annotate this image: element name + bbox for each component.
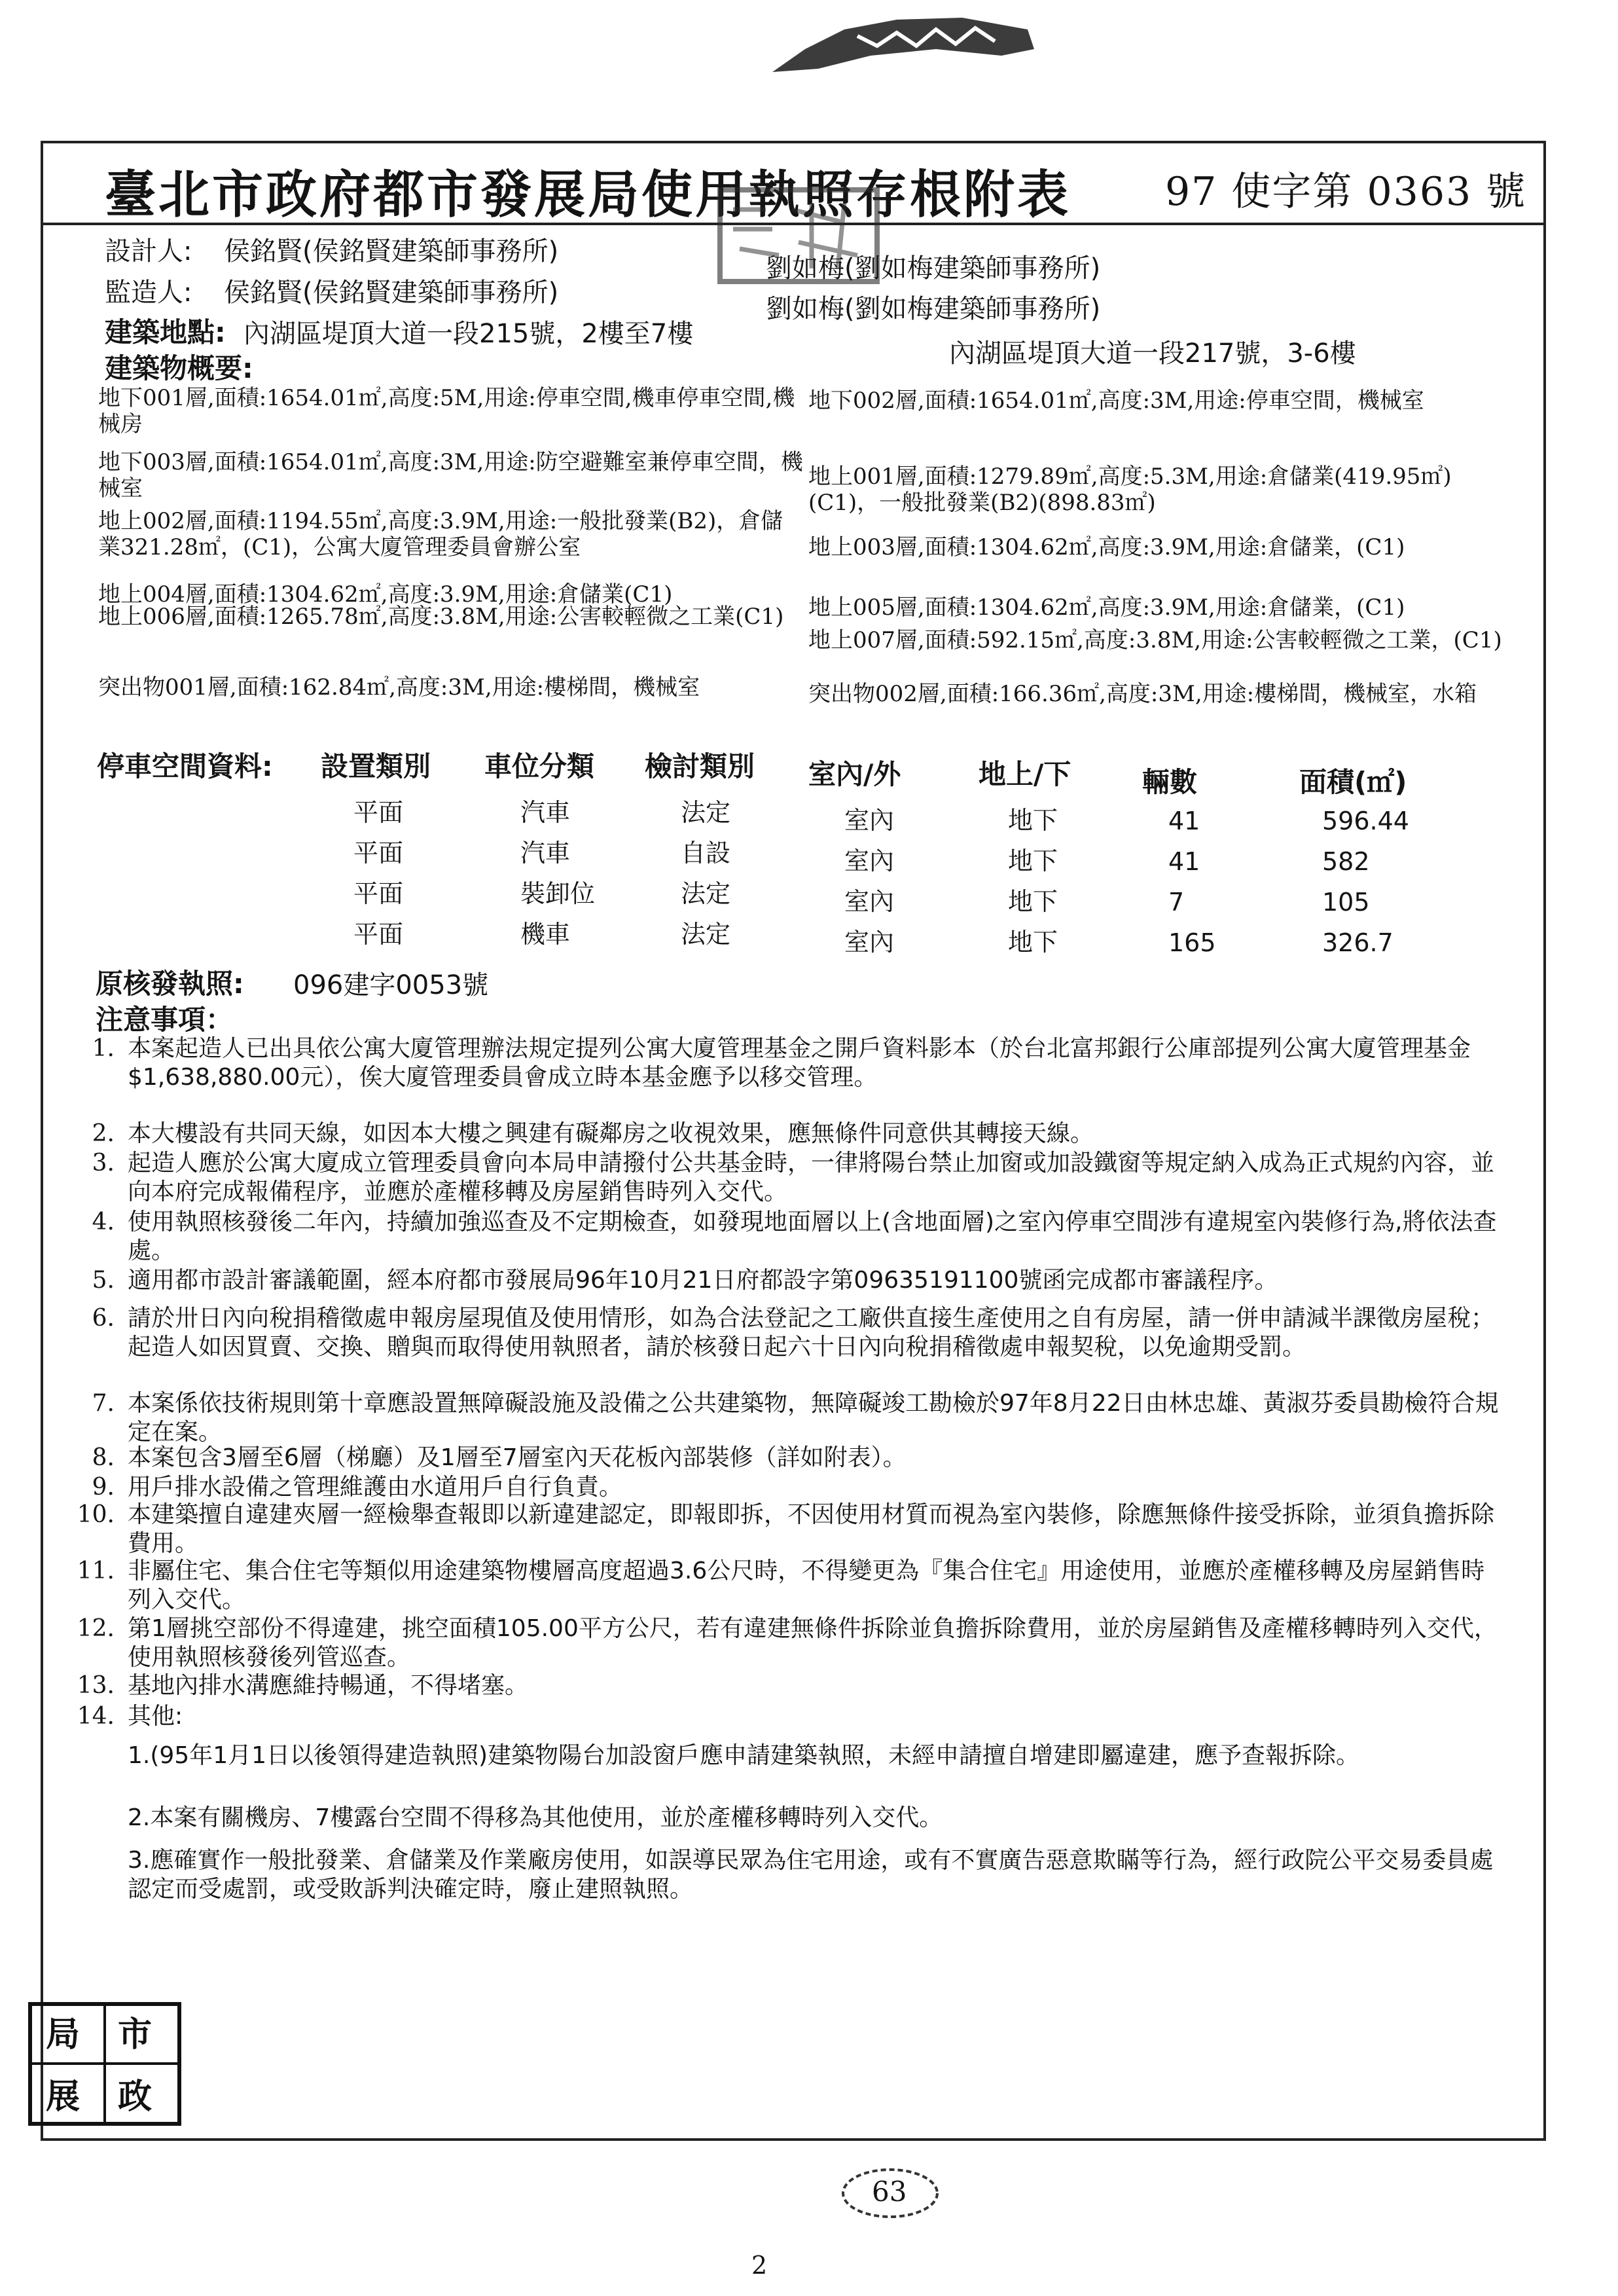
note-text: 本建築擅自違建夾層一經檢舉查報即以新違建認定，即報即拆，不因使用材質而視為室內裝修，除應無條件接受拆除，並須負擔拆除費用。 (128, 1501, 1495, 1557)
parking-cell: 平面 (353, 879, 404, 908)
parking-header-count: 輛數 (1142, 766, 1198, 798)
note-sub-item: 2.本案有關機房、7樓露台空間不得移為其他使用，並於產權移轉時列入交代。 (128, 1804, 943, 1831)
left-official-seal (26, 2000, 183, 2128)
notes-label: 注意事項： (96, 1004, 234, 1036)
parking-header-inout: 室內/外 (808, 758, 901, 790)
document-title: 臺北市政府都市發展局使用執照存根附表 (105, 165, 1071, 225)
note-text: 請於卅日內向稅捐稽徵處申報房屋現值及使用情形，如為合法登記之工廠供直接生產使用之自有房屋，請一併申請減半課徵房屋稅；起造人如因買賣、交換、贈與而取得使用執照者，請於核發日起六十日內向稅捐稽徵處申報契稅，以免逾期受罰。 (128, 1305, 1495, 1360)
parking-cell: 平面 (353, 798, 404, 827)
parking-header-review: 檢討類別 (645, 750, 755, 782)
note-text: 用戶排水設備之管理維護由水道用戶自行負責。 (128, 1474, 623, 1501)
stamp-fragment-graphic (766, 10, 1041, 82)
top-stamp-fragment (766, 10, 1041, 82)
overview-label: 建築物概要: (105, 352, 253, 384)
parking-cell: 室內 (844, 806, 895, 835)
note-text: 其他: (128, 1703, 183, 1730)
note-number: 11. (77, 1558, 115, 1584)
note-number: 1. (92, 1035, 115, 1062)
note-number: 6. (92, 1305, 115, 1332)
note-text: 本大樓設有共同天線，如因本大樓之興建有礙鄰房之收視效果，應無條件同意供其轉接天線。 (128, 1120, 1094, 1147)
designer-1: 侯銘賢(侯銘賢建築師事務所) (224, 236, 559, 266)
parking-header-level: 地上/下 (979, 758, 1071, 790)
svg-text:展: 展 (46, 2077, 81, 2117)
supervisor-2: 劉如梅(劉如梅建築師事務所) (766, 294, 1101, 324)
supervisor-label: 監造人: (105, 278, 192, 308)
parking-cell: 165 (1168, 928, 1216, 957)
floor-left-4: 地上004層,面積:1304.62㎡,高度:3.9M,用途:倉儲業(C1) (98, 581, 673, 608)
parking-cell: 326.7 (1322, 928, 1393, 957)
parking-cell: 7 (1168, 888, 1185, 917)
parking-cell: 汽車 (520, 839, 571, 867)
parking-header-class: 車位分類 (484, 750, 595, 782)
parking-cell: 596.44 (1322, 807, 1409, 835)
parking-cell: 平面 (353, 839, 404, 867)
parking-cell: 105 (1322, 888, 1370, 917)
svg-text:局: 局 (46, 2014, 81, 2054)
parking-header-type: 設置類別 (321, 750, 431, 782)
note-number: 13. (77, 1672, 115, 1699)
note-sub-item: 1.(95年1月1日以後領得建造執照)建築物陽台加設窗戶應申請建築執照，未經申請擅自增建即屬違建，應予查報拆除。 (128, 1742, 1360, 1769)
floor-right-1: 地下002層,面積:1654.01㎡,高度:3M,用途:停車空間，機械室 (808, 388, 1424, 414)
parking-cell: 室內 (844, 887, 895, 916)
floor-right-6: 突出物002層,面積:166.36㎡,高度:3M,用途:樓梯間，機械室，水箱 (808, 681, 1477, 707)
page-number: 2 (751, 2251, 768, 2280)
parking-cell: 裝卸位 (520, 879, 596, 908)
original-permit-value: 096建字0053號 (293, 970, 489, 1000)
parking-cell: 地下 (1008, 806, 1058, 835)
designer-2: 劉如梅(劉如梅建築師事務所) (766, 253, 1101, 283)
parking-cell: 地下 (1008, 887, 1058, 916)
permit-number: 97 使字第 0363 號 (1165, 169, 1527, 215)
floor-left-5: 地上006層,面積:1265.78㎡,高度:3.8M,用途:公害較輕微之工業(C1) (98, 604, 784, 630)
note-text: 非屬住宅、集合住宅等類似用途建築物樓層高度超過3.6公尺時，不得變更為『集合住宅』用途使用，並應於產權移轉及房屋銷售時列入交代。 (128, 1558, 1485, 1613)
floor-left-3: 地上002層,面積:1194.55㎡,高度:3.9M,用途:一般批發業(B2)，倉儲業321.28㎡，(C1)，公寓大廈管理委員會辦公室 (98, 508, 783, 560)
parking-cell: 室內 (844, 928, 895, 957)
parking-cell: 地下 (1008, 847, 1058, 875)
floor-left-1: 地下001層,面積:1654.01㎡,高度:5M,用途:停車空間,機車停車空間,機械房 (98, 385, 795, 437)
parking-cell: 法定 (681, 879, 731, 908)
site-label: 建築地點: (105, 316, 226, 348)
site-address-2: 內湖區堤頂大道一段217號，3-6樓 (949, 338, 1356, 369)
parking-cell: 41 (1168, 847, 1200, 876)
original-permit-label: 原核發執照: (96, 968, 244, 1000)
page-mark-text: 63 (872, 2176, 907, 2208)
parking-cell: 自設 (681, 839, 731, 867)
parking-cell: 機車 (520, 920, 571, 949)
parking-cell: 室內 (844, 847, 895, 875)
note-text: 起造人應於公寓大廈成立管理委員會向本局申請撥付公共基金時，一律將陽台禁止加窗或加設鐵窗等規定納入成為正式規約內容，並向本府完成報備程序，並應於產權移轉及房屋銷售時列入交代。 (128, 1150, 1495, 1205)
parking-cell: 法定 (681, 920, 731, 949)
bottom-page-stamp (838, 2164, 943, 2223)
svg-text:政: 政 (118, 2077, 153, 2117)
parking-label: 停車空間資料: (97, 750, 273, 782)
floor-right-2: 地上001層,面積:1279.89㎡,高度:5.3M,用途:倉儲業(419.95㎡)(C1)，一般批發業(B2)(898.83㎡) (808, 464, 1452, 516)
note-number: 8. (92, 1444, 115, 1471)
note-text: 基地內排水溝應維持暢通，不得堵塞。 (128, 1672, 529, 1699)
parking-cell: 41 (1168, 807, 1200, 835)
parking-cell: 法定 (681, 798, 731, 827)
left-seal-graphic (26, 2000, 183, 2128)
note-number: 4. (92, 1209, 115, 1235)
note-number: 14. (77, 1703, 115, 1730)
note-number: 2. (92, 1120, 115, 1147)
note-number: 7. (92, 1390, 115, 1417)
note-number: 10. (77, 1501, 115, 1528)
note-text: 本案起造人已出具依公寓大廈管理辦法規定提列公寓大廈管理基金之開戶資料影本（於台北富邦銀行公庫部提列公寓大廈管理基金$1,638,880.00元），俟大廈管理委員會成立時本基金應予以移交管理。 (128, 1035, 1471, 1091)
floor-left-6: 突出物001層,面積:162.84㎡,高度:3M,用途:樓梯間，機械室 (98, 674, 700, 701)
site-address-1: 內湖區堤頂大道一段215號，2樓至7樓 (243, 319, 694, 349)
note-sub-item: 3.應確實作一般批發業、倉儲業及作業廠房使用，如誤導民眾為住宅用途，或有不實廣告惡意欺瞞等行為，經行政院公平交易委員處認定而受處罰，或受敗訴判決確定時，廢止建照執照。 (128, 1847, 1494, 1903)
floor-right-3: 地上003層,面積:1304.62㎡,高度:3.9M,用途:倉儲業，(C1) (808, 534, 1405, 560)
parking-header-area: 面積(㎡) (1299, 766, 1407, 798)
floor-right-5: 地上007層,面積:592.15㎡,高度:3.8M,用途:公害較輕微之工業，(C1) (808, 627, 1502, 653)
note-text: 使用執照核發後二年內，持續加強巡查及不定期檢查，如發現地面層以上(含地面層)之室內停車空間涉有違規室內裝修行為,將依法查處。 (128, 1209, 1497, 1264)
parking-cell: 汽車 (520, 798, 571, 827)
floor-right-4: 地上005層,面積:1304.62㎡,高度:3.9M,用途:倉儲業，(C1) (808, 594, 1405, 621)
note-number: 9. (92, 1474, 115, 1501)
note-number: 12. (77, 1615, 115, 1642)
note-text: 本案包含3層至6層（梯廳）及1層至7層室內天花板內部裝修（詳如附表）。 (128, 1444, 907, 1471)
designer-label: 設計人: (105, 236, 192, 266)
floor-left-2: 地下003層,面積:1654.01㎡,高度:3M,用途:防空避難室兼停車空間，機械室 (98, 449, 803, 501)
parking-cell: 582 (1322, 847, 1370, 876)
note-number: 5. (92, 1267, 115, 1294)
supervisor-1: 侯銘賢(侯銘賢建築師事務所) (224, 278, 559, 308)
note-text: 第1層挑空部份不得違建，挑空面積105.00平方公尺，若有違建無條件拆除並負擔拆除費用，並於房屋銷售及產權移轉時列入交代，使用執照核發後列管巡查。 (128, 1615, 1498, 1671)
svg-text:市: 市 (118, 2014, 153, 2054)
parking-cell: 地下 (1008, 928, 1058, 957)
parking-cell: 平面 (353, 920, 404, 949)
note-text: 本案係依技術規則第十章應設置無障礙設施及設備之公共建築物，無障礙竣工勘檢於97年8月22日由林忠雄、黃淑芬委員勘檢符合規定在案。 (128, 1390, 1499, 1446)
note-text: 適用都市設計審議範圍，經本府都市發展局96年10月21日府都設字第09635191100號函完成都市審議程序。 (128, 1267, 1278, 1294)
note-number: 3. (92, 1150, 115, 1176)
